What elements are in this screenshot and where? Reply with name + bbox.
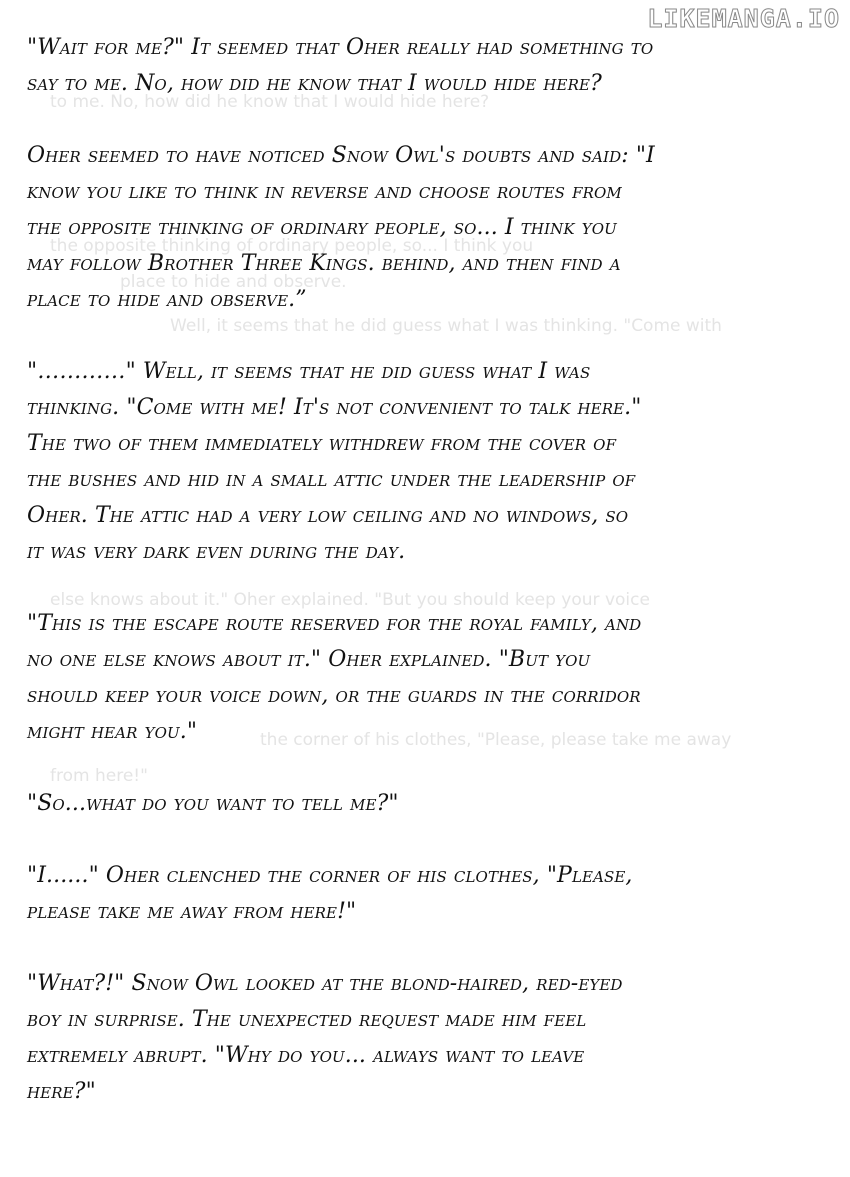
ghost-text-line: else knows about it." Oher explained. "But you should keep your voice [50, 590, 650, 610]
story-paragraph: "I......" Oher clenched the corner of his clothes, "Please, please take me away from here!" [27, 863, 633, 924]
story-paragraph: "…………" Well, it seems that he did guess what I was thinking. "Come with me! It's not convenient to talk here." The two of them immediately withdrew from the cover of the bushes and hid in a small attic under the leadership of Oher. The attic had a very low ceiling and no windows, so it was very dark even during the day. [27, 359, 642, 564]
story-text [27, 30, 839, 1146]
ghost-text-line: Well, it seems that he did guess what I was thinking. "Come with [170, 316, 722, 336]
ghost-text-line: from here!" [50, 766, 148, 786]
story-paragraph: "This is the escape route reserved for the royal family, and no one else knows about it." Oher explained. "But you should keep your voice down, or the guards in the corridor might hear you." [27, 611, 642, 744]
story-paragraph: Oher seemed to have noticed Snow Owl's doubts and said: "I know you like to think in reverse and choose routes from the opposite thinking of ordinary people, so... I think you may follow Brother Three Kings. behind, and then find a place to hide and observe.” [27, 143, 655, 312]
story-paragraph: "What?!" Snow Owl looked at the blond-haired, red-eyed boy in surprise. The unexpected request made him feel extremely abrupt. "Why do you... always want to leave here?" [27, 971, 623, 1104]
story-paragraph: "Wait for me?" It seemed that Oher really had something to say to me. No, how did he know that I would hide here? [27, 35, 654, 96]
site-watermark: LIKEMANGA.IO [647, 4, 840, 33]
ghost-text-line: the opposite thinking of ordinary people, so... I think you [50, 236, 534, 256]
story-paragraph: "So...what do you want to tell me?" [27, 791, 399, 816]
ghost-text-line: the corner of his clothes, "Please, please take me away [260, 730, 732, 750]
ghost-text-line: to me. No, how did he know that I would hide here? [50, 92, 490, 112]
ghost-text-line: place to hide and observe. [120, 272, 347, 292]
